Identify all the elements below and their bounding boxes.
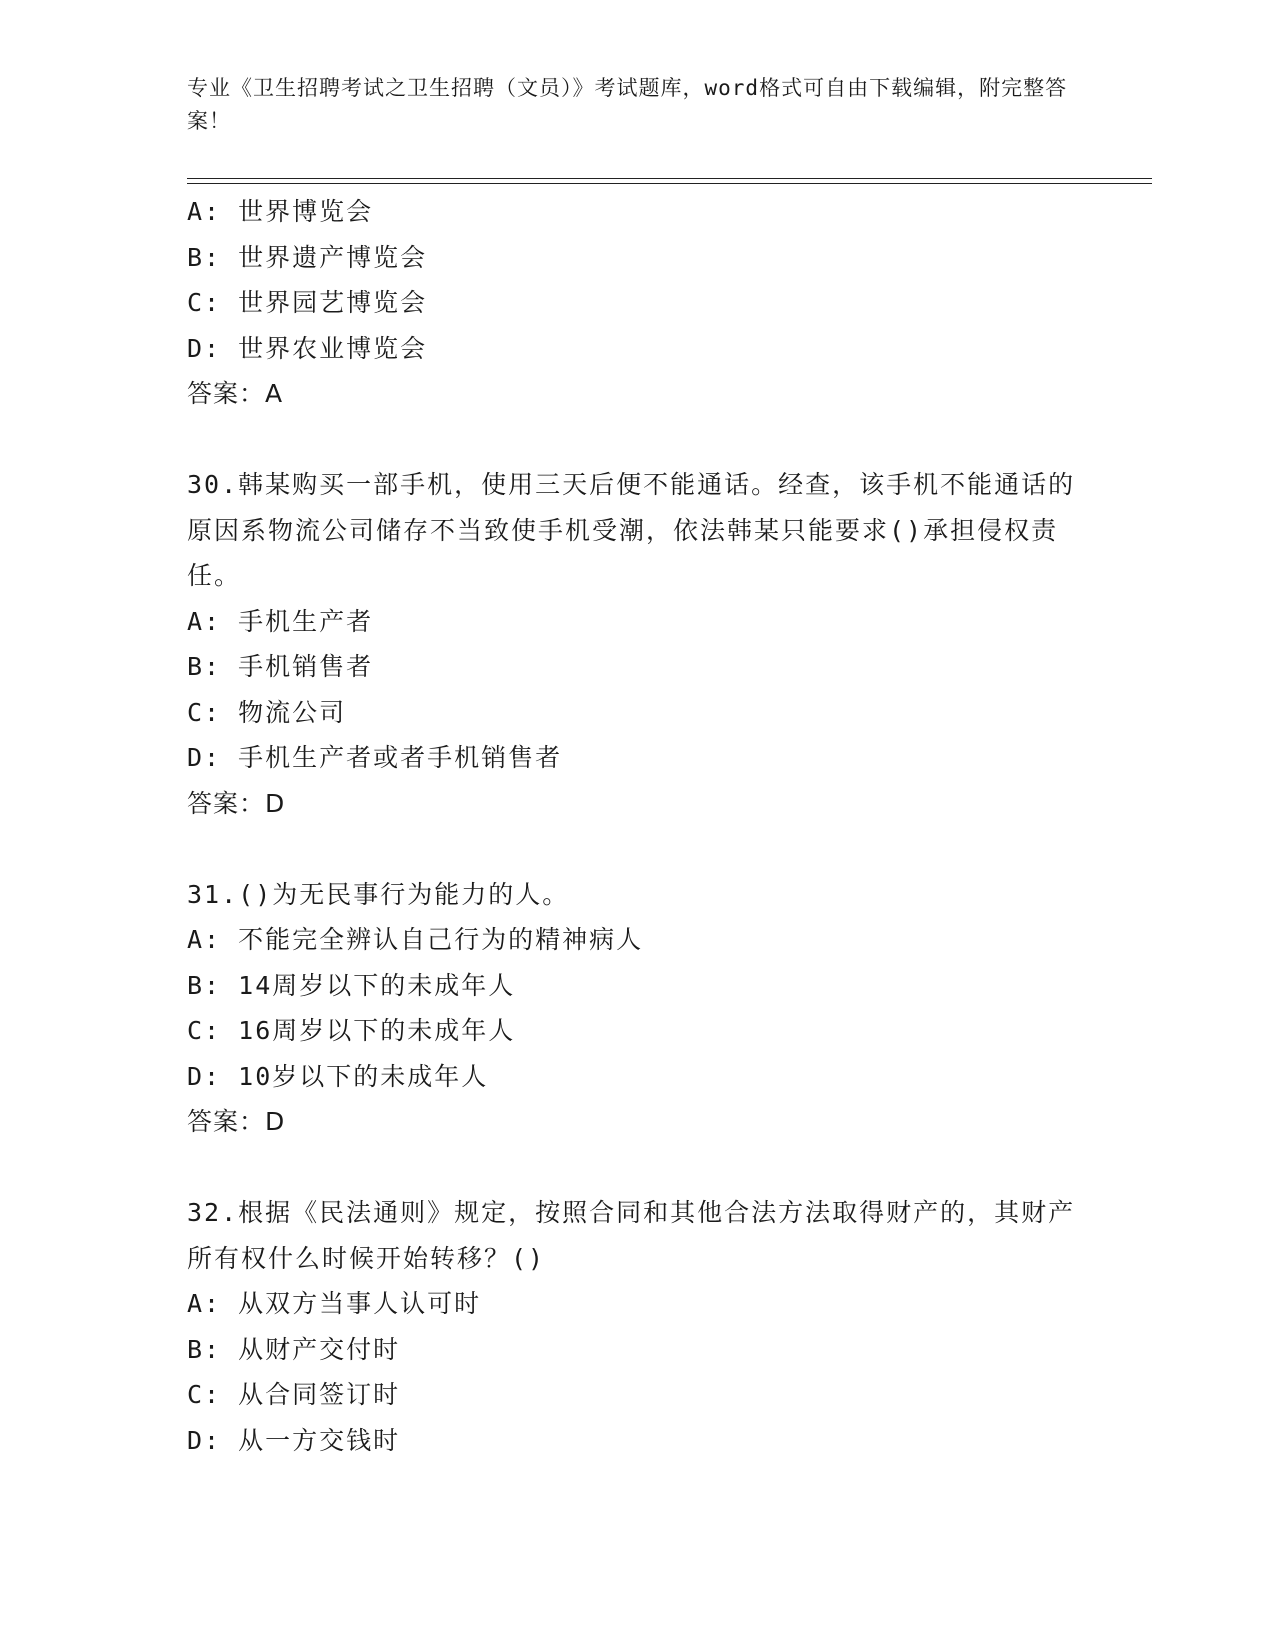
option-b: B: 手机销售者 <box>187 652 374 681</box>
question-31-block <box>187 872 1087 1145</box>
header-divider-bottom <box>187 183 1152 184</box>
option-b: B: 从财产交付时 <box>187 1334 401 1364</box>
question-list <box>187 189 1087 1463</box>
option-c: C: 物流公司 <box>187 697 347 727</box>
answer-line: 答案：D <box>187 788 286 818</box>
question-30-block <box>187 462 1087 826</box>
option-a: A: 世界博览会 <box>187 197 374 226</box>
answer-line: 答案：A <box>187 379 284 408</box>
option-b: B: 世界遗产博览会 <box>187 242 428 272</box>
option-d: D: 手机生产者或者手机销售者 <box>187 743 563 772</box>
question-text: 31.()为无民事行为能力的人。 <box>187 879 570 909</box>
question-32-block <box>187 1190 1087 1463</box>
option-c: C: 16周岁以下的未成年人 <box>187 1016 516 1045</box>
option-a: A: 从双方当事人认可时 <box>187 1289 482 1318</box>
option-d: D: 10岁以下的未成年人 <box>187 1061 489 1091</box>
answer-line: 答案：D <box>187 1107 286 1136</box>
question-text: 32.根据《民法通则》规定，按照合同和其他合法方法取得财产的，其财产所有权什么时候开始转移？() <box>187 1198 1076 1273</box>
option-c: C: 从合同签订时 <box>187 1380 401 1409</box>
question-text: 30.韩某购买一部手机，使用三天后便不能通话。经查，该手机不能通话的原因系物流公司储存不当致使手机受潮，依法韩某只能要求()承担侵权责任。 <box>187 470 1076 590</box>
option-d: D: 世界农业博览会 <box>187 333 428 363</box>
option-a: A: 手机生产者 <box>187 606 374 636</box>
header-divider-top <box>187 178 1152 179</box>
option-b: B: 14周岁以下的未成年人 <box>187 970 516 1000</box>
option-c: C: 世界园艺博览会 <box>187 288 428 317</box>
option-a: A: 不能完全辨认自己行为的精神病人 <box>187 925 644 954</box>
option-d: D: 从一方交钱时 <box>187 1425 401 1455</box>
document-header: 专业《卫生招聘考试之卫生招聘（文员）》考试题库，word格式可自由下载编辑，附完整答案！ <box>187 76 1068 133</box>
question-29-block <box>187 189 1087 417</box>
